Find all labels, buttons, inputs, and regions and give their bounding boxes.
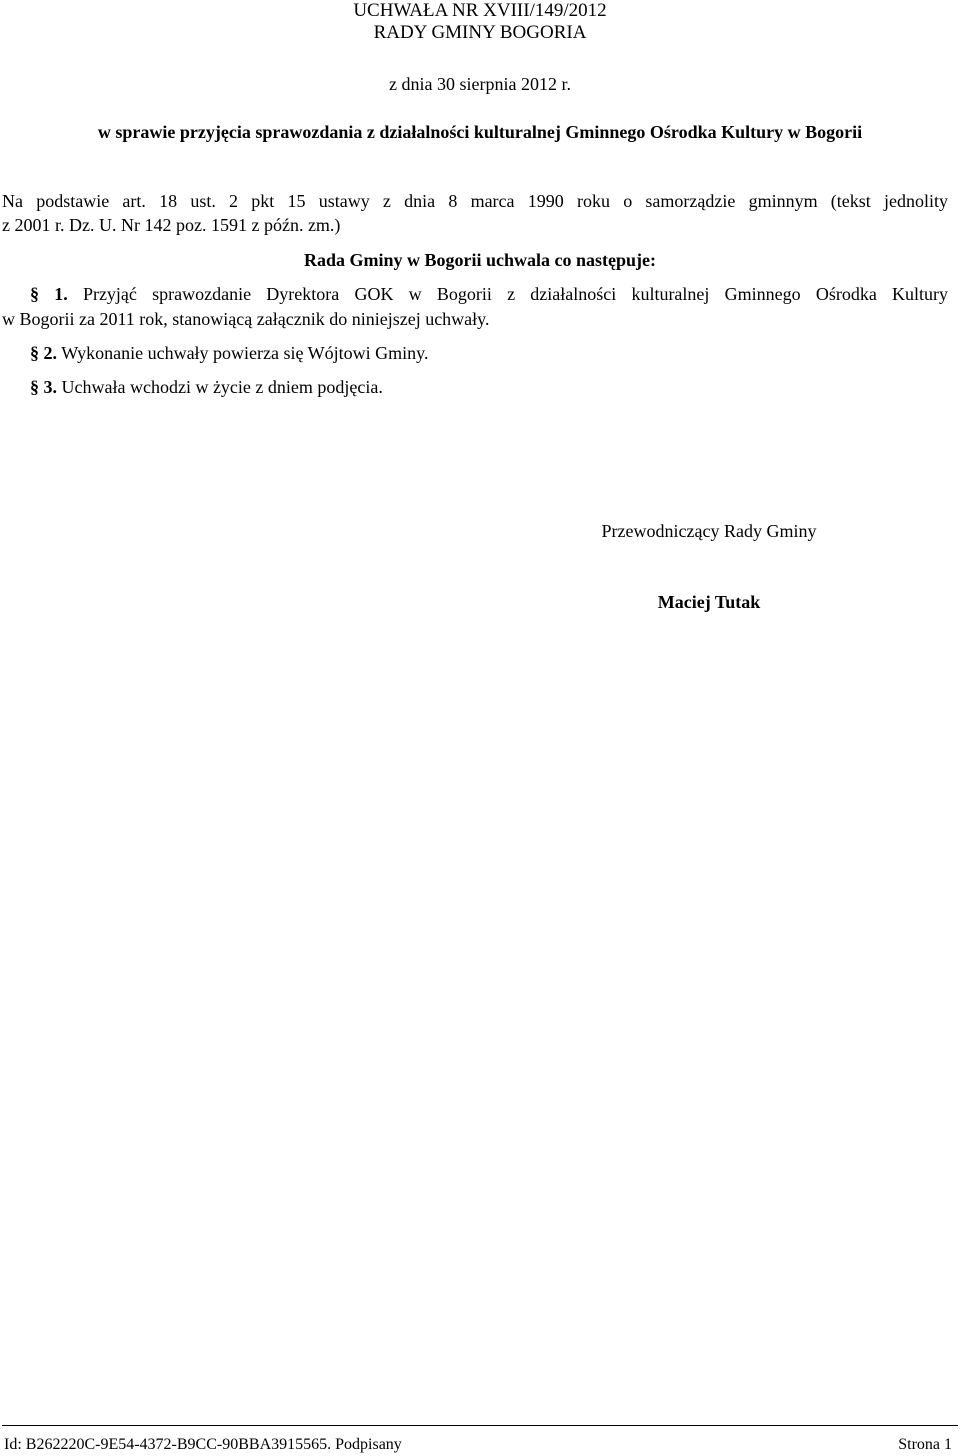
council-name: RADY GMINY BOGORIA [373, 22, 587, 43]
paragraph-1-line-1 [30, 283, 948, 305]
paragraph-3 [30, 376, 383, 398]
footer-page-number: Strona 1 [898, 1436, 952, 1453]
paragraph-2-text: Wykonanie uchwały powierza się Wójtowi Gminy. [61, 343, 429, 363]
preamble-line-1: Na podstawie art. 18 ust. 2 pkt 15 ustawy z dnia 8 marca 1990 roku o samorządzie gminnym (tekst jednolity [2, 191, 948, 211]
footer-document-id: Id: B262220C-9E54-4372-B9CC-90BBA3915565. Podpisany [4, 1436, 402, 1453]
paragraph-1-text: Przyjąć sprawozdanie Dyrektora GOK w Bogorii z działalności kulturalnej Gminnego Ośrodka Kultury [82, 284, 949, 304]
paragraph-2 [30, 342, 429, 364]
preamble-line-2: z 2001 r. Dz. U. Nr 142 poz. 1591 z późn. zm.) [2, 215, 341, 235]
signature-name: Maciej Tutak [657, 592, 761, 612]
resolution-date: z dnia 30 sierpnia 2012 r. [389, 74, 571, 94]
paragraph-1-line-2: w Bogorii za 2011 rok, stanowiącą załącznik do niniejszej uchwały. [2, 309, 490, 329]
resolves-clause: Rada Gminy w Bogorii uchwala co następuje: [303, 250, 656, 270]
paragraph-3-text: Uchwała wchodzi w życie z dniem podjęcia. [61, 377, 383, 397]
footer-divider [2, 1425, 958, 1426]
resolution-title: UCHWAŁA NR XVIII/149/2012 [353, 0, 607, 21]
signature-role: Przewodniczący Rady Gminy [601, 521, 817, 541]
paragraph-2-number: § 2. [30, 343, 57, 363]
resolution-subject: w sprawie przyjęcia sprawozdania z działalności kulturalnej Gminnego Ośrodka Kultury w Bogorii [97, 122, 863, 142]
paragraph-1-number: § 1. [30, 284, 68, 304]
paragraph-3-number: § 3. [30, 377, 57, 397]
